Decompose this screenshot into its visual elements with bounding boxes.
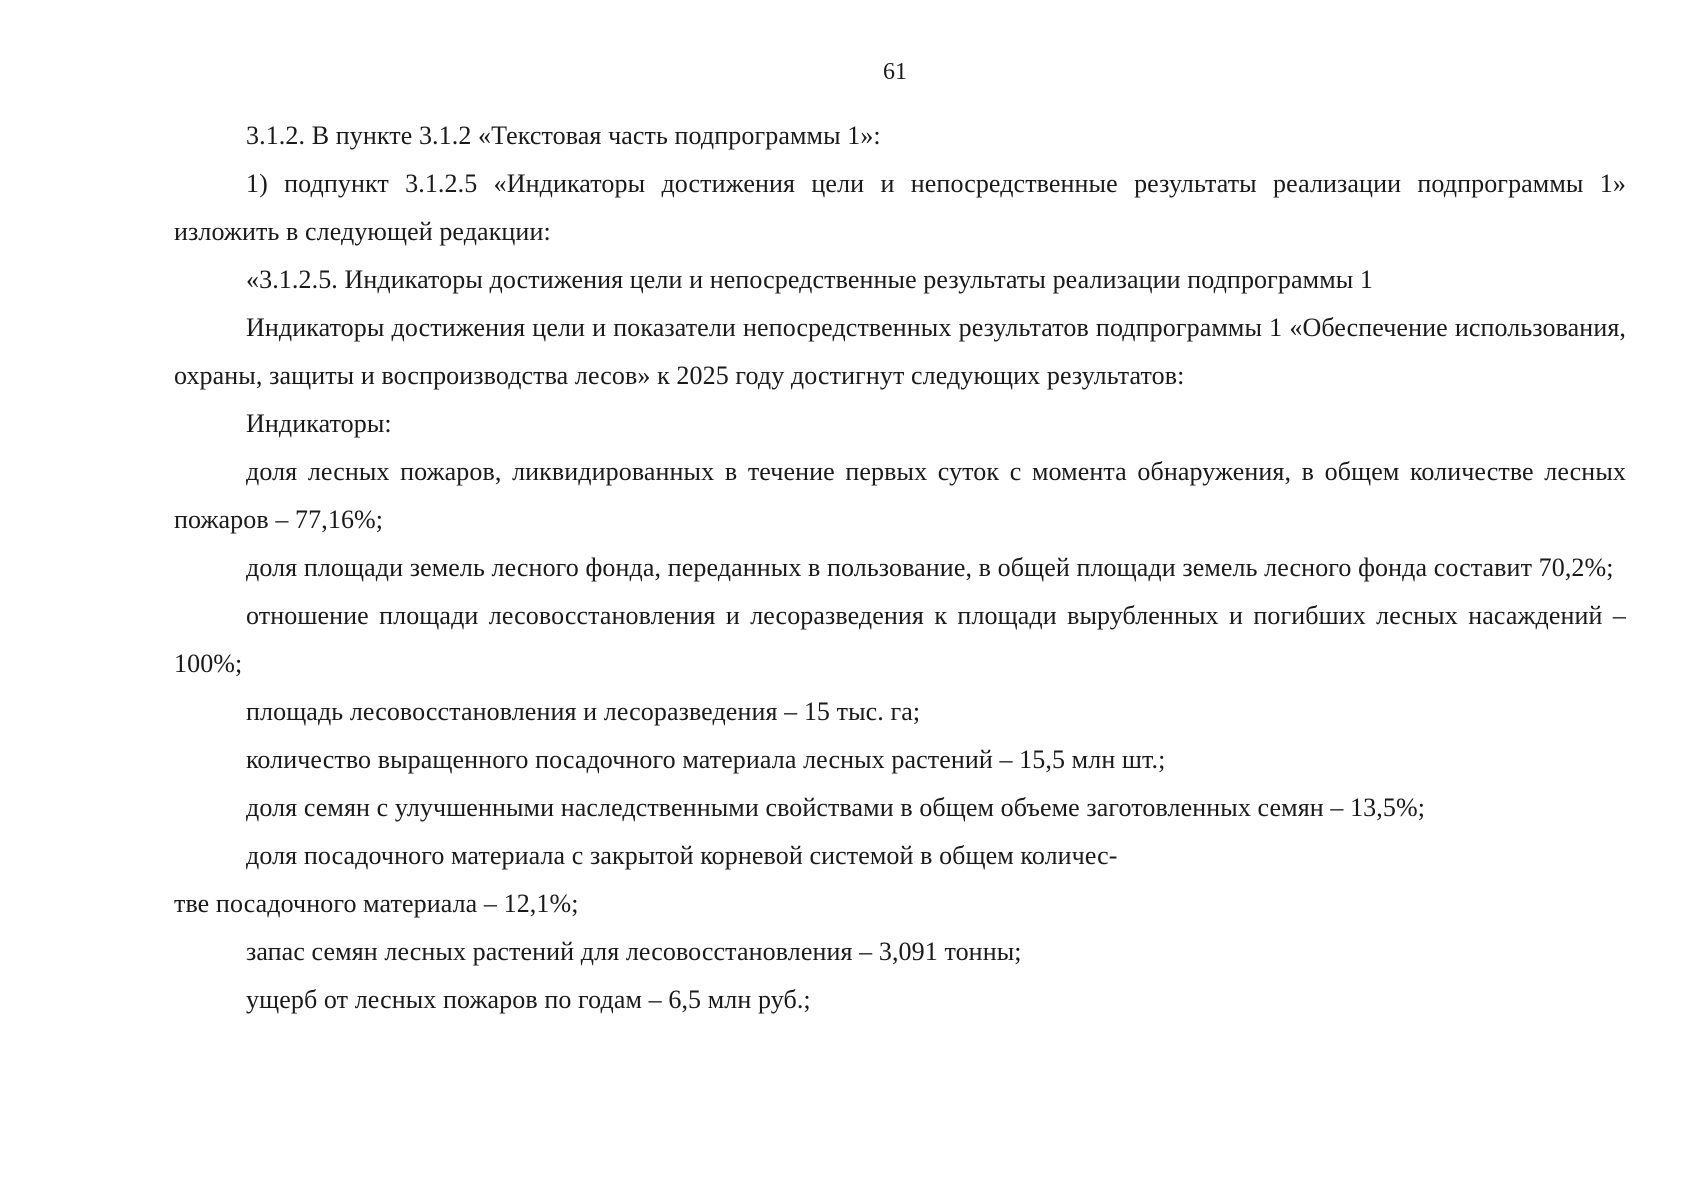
paragraph-indicators-intro: Индикаторы достижения цели и показатели непосредственных результатов подпрограммы 1 «Обеспечение использования, охраны, защиты и воспроизводства лесов» к 2025 году достигнут следующих результатов: xyxy=(174,313,1626,390)
document-body xyxy=(174,112,1626,1024)
indicator-reforestation-area: площадь лесовосстановления и лесоразведения – 15 тыс. га; xyxy=(246,697,921,726)
paragraph-indicators-label: Индикаторы: xyxy=(246,409,392,438)
indicator-closed-root-line2: тве посадочного материала – 12,1%; xyxy=(174,889,579,918)
indicator-seed-stock: запас семян лесных растений для лесовосстановления – 3,091 тонны; xyxy=(246,937,1022,966)
indicator-forest-fires: доля лесных пожаров, ликвидированных в течение первых суток с момента обнаружения, в общем количестве лесных пожаров – 77,16%; xyxy=(174,457,1626,534)
paragraph-subitem-1: 1) подпункт 3.1.2.5 «Индикаторы достижения цели и непосредственные результаты реализации подпрограммы 1» изложить в следующей редакции: xyxy=(174,169,1626,246)
page-number: 61 xyxy=(883,59,907,85)
indicator-fire-damage: ущерб от лесных пожаров по годам – 6,5 млн руб.; xyxy=(246,985,811,1014)
indicator-reforestation-ratio: отношение площади лесовосстановления и лесоразведения к площади вырубленных и погибших лесных насаждений – 100%; xyxy=(174,601,1626,678)
indicator-improved-seeds: доля семян с улучшенными наследственными свойствами в общем объеме заготовленных семян – 13,5%; xyxy=(246,793,1426,822)
indicator-land-use-share: доля площади земель лесного фонда, переданных в пользование, в общей площади земель лесного фонда составит 70,2%; xyxy=(246,553,1614,582)
paragraph-section-heading: 3.1.2. В пункте 3.1.2 «Текстовая часть подпрограммы 1»: xyxy=(246,121,881,150)
indicator-closed-root-line1: доля посадочного материала с закрытой корневой системой в общем количес- xyxy=(246,841,1118,870)
indicator-planting-material: количество выращенного посадочного материала лесных растений – 15,5 млн шт.; xyxy=(246,745,1166,774)
paragraph-subsection-title: «3.1.2.5. Индикаторы достижения цели и непосредственные результаты реализации подпрограммы 1 xyxy=(246,265,1374,294)
